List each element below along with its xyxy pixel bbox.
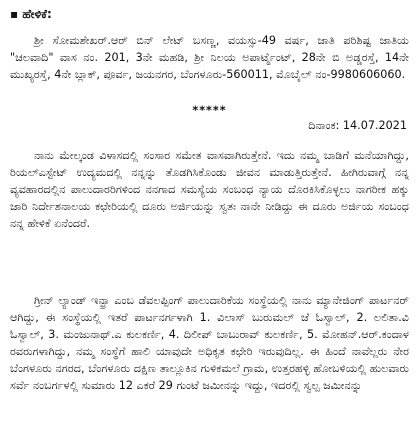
paragraph-residence-text: ನಾನು ಮೇಲ್ಕಂಡ ವಿಳಾಸದಲ್ಲಿ ಸಂಸಾರ ಸಮೇತ ವಾಸವಾಗಿರುತ್ತೇನೆ. ಇದು ನಮ್ಮ ಬಾಡಿಗೆ ಮನೆಯಾಗಿದ್ದು, ರಿಯಲ್ಎಸ್ಟೇಟ್ ಉದ್ಯಮದಲ್ಲಿ ನನ್ನನ್ನು ತೊಡಗಿಸಿಕೊಂಡು ಜೀವನ ಮಾಡುತ್ತಿರುತ್ತೇನೆ. ಹೀಗಿರುವಾಗ್ಗೆ ನನ್ನ ವ್ಯವಹಾರದಲ್ಲಿನ ಪಾಲುದಾರರಿಗಳಿಂದ ನನಗಾದ ಸಮಸ್ಯೆಯ ಸಂಬಂಧ ನ್ಯಾಯ ದೊರಕಿಸಿಕೊಳ್ಳಲು ನಾಗರೀಕ ಹಕ್ಕು ಜಾರಿ ನಿರ್ದೇಶನಾಲಯ ಕಛೇರಿಯಲ್ಲಿ ದೂರು ಅರ್ಜಿಯನ್ನು ಸ್ವತಃ ನಾನೇ ನೀಡಿದ್ದು ಈ ದೂರು ಅರ್ಜಿಯ ಸಂಬಂಧ ನನ್ನ ಹೇಳಿಕೆ ಏನೆಂದರೆ. bbox=[10, 149, 409, 230]
paragraph-residence bbox=[10, 147, 409, 232]
paragraph-partnership-text: ಗ್ರೀನ್ ಲ್ಯಾಂಡ್ ಇನ್ಫ್ರಾ ಎಂಬ ಡೆವಲಪ್ಪಿಂಗ್ ಪಾಲುದಾರಿಕೆಯ ಸಂಸ್ಥೆಯಲ್ಲಿ ನಾನು ಮ್ಯಾನೇಜಿಂಗ್ ಪಾರ್ಟನರ್ ಆಗಿದ್ದು, ಈ ಸಂಸ್ಥೆಯಲ್ಲಿ ಇತರೆ ಪಾರ್ಟನರ್ಗಳಾಗಿ 1. ವಿಲಾಸ್ ಬುರುಮಲ್ ಜೆ ಓಸ್ವಾಲ್, 2. ಲಲಿತಾ.ವಿ ಓಸ್ವಾಲ್, 3. ಮಂಜುನಾಥ್.ಎ ಕುಲಕರ್ಣಿ, 4. ದಿಲೀಪ್ ಬಾಬುರಾವ್ ಕುಲಕರ್ಣಿ, 5. ಮೋಹನ್.ಆರ್.ಕಂದಾಳ ರವರುಗಳಾಗಿದ್ದು, ನಮ್ಮ ಸಂಸ್ಥೆಗೆ ಹಾಲಿ ಯಾವುದೇ ಅಧಿಕೃತ ಕಛೇರಿ ಇರುವುದಿಲ್ಲ. ಈ ಹಿಂದೆ ನಾವೆಲ್ಲರು ನೇರ ಬೆಂಗಳೂರು ನಗರದ, ಬೆಂಗಳೂರು ದಕ್ಷಿಣ ತಾಲ್ಲೂಕಿನ ಗುಳಿಕಮಲೆ ಗ್ರಾಮ, ಉತ್ತರಹಳ್ಳಿ ಹೋಬಳಿಯಲ್ಲಿ ಹುಲವಾರು ಸರ್ವೆ ನಂಬರ್ಗಳಲ್ಲಿ ಸುಮಾರು 12 ಎಕರೆ 29 ಗುಂಟೆ ಜಮೀನನ್ನು ಇದ್ದು, ಇದರಲ್ಲಿ ಸ್ವಲ್ಪ ಜಮೀನನ್ನು bbox=[10, 294, 409, 392]
declarant-details-text: ಶ್ರೀ ಸೋಮಶೇಖರ್.ಆರ್ ಬಿನ್ ಲೇಟ್ ಬಸಣ್ಣ, ವಯಸ್ಸು-49 ವರ್ಷ, ಜಾತಿ ಪರಿಶಿಷ್ಟ ಜಾತಿಯ "ಚಲವಾದಿ" ವಾಸ ನಂ. 201, 3ನೇ ಮಹಡಿ, ಶ್ರೀ ನಿಲಯ ಅಪಾರ್ಟ್ಮೆಂಟ್, 28ನೇ ಬಿ ಅಡ್ಡರಸ್ತೆ, 14ನೇ ಮುಖ್ಯರಸ್ತೆ, 4ನೇ ಬ್ಲಾಕ್, ಪೂರ್ವ, ಜಯನಗರ, ಬೆಂಗಳೂರು-560011, ಮೊಬೈಲ್ ನಂ-9980606060. bbox=[10, 34, 409, 81]
statement-date: ದಿನಾಂಕ: 14.07.2021 bbox=[308, 119, 407, 132]
statement-heading: ▪ ಹೇಳಿಕೆ: bbox=[10, 7, 52, 21]
separator-stars: ***** bbox=[192, 104, 227, 117]
declarant-details bbox=[10, 32, 409, 83]
paragraph-partnership bbox=[10, 292, 409, 394]
